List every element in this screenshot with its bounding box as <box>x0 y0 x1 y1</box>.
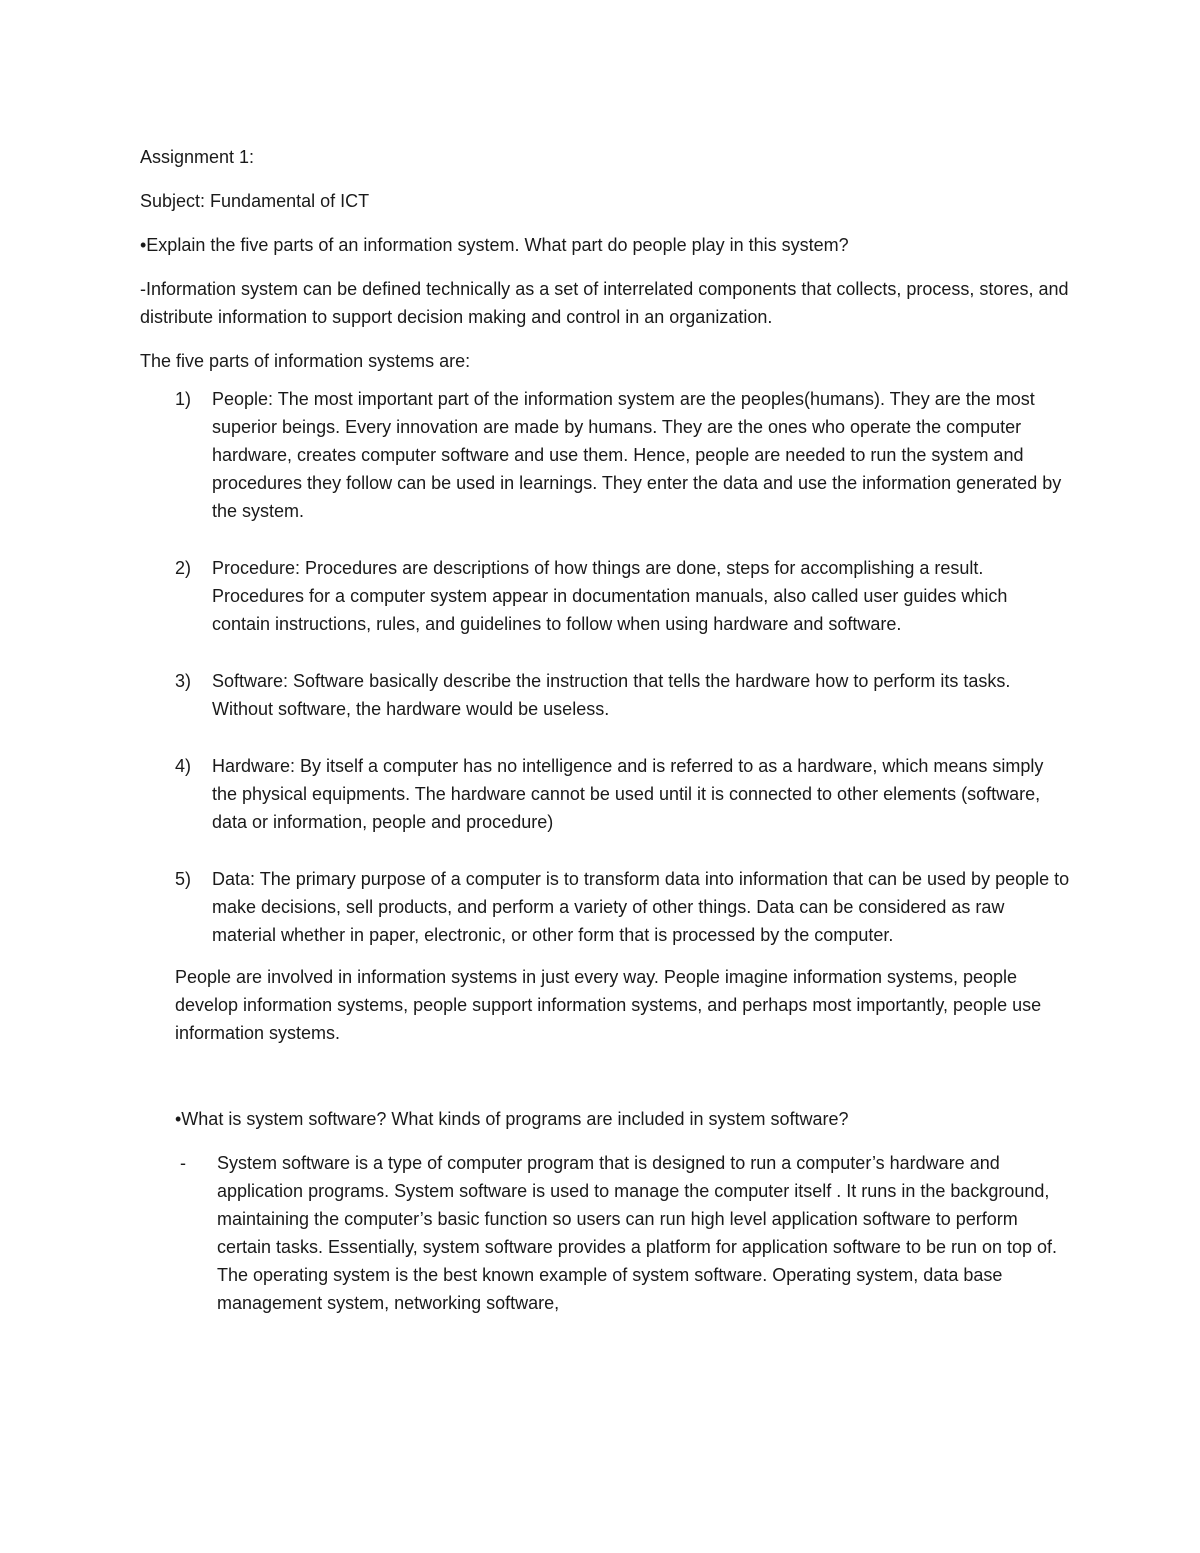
subject-line: Subject: Fundamental of ICT <box>140 191 370 211</box>
list-text: Software: Software basically describe the instruction that tells the hardware how to perform its tasks. Without software, the hardware would be useless. <box>212 671 1011 719</box>
dash-marker: - <box>180 1153 186 1173</box>
list-item <box>140 667 1070 723</box>
list-number: 1) <box>175 389 192 409</box>
list-item <box>140 752 1070 836</box>
answer-2 <box>140 1149 1070 1317</box>
list-text: Data: The primary purpose of a computer is to transform data into information that can be used by people to make decisions, sell products, and perform a variety of other things. Data can be considered as raw material whether in paper, electronic, or other form that is processed by the computer. <box>212 869 1070 945</box>
parts-intro: The five parts of information systems are: <box>140 351 471 371</box>
question-2: •What is system software? What kinds of programs are included in system software? <box>175 1109 849 1129</box>
people-summary-paragraph: People are involved in information systems in just every way. People imagine information systems, people develop information systems, people support information systems, and perhaps most importantly, people use information systems. <box>175 967 1042 1043</box>
list-number: 4) <box>175 756 192 776</box>
list-item <box>140 865 1070 949</box>
list-text: Procedure: Procedures are descriptions of how things are done, steps for accomplishing a result. Procedures for a computer system appear in documentation manuals, also called user guides which contain instructions, rules, and guidelines to follow when using hardware and software. <box>212 558 1008 634</box>
list-number: 5) <box>175 869 192 889</box>
list-number: 3) <box>175 671 192 691</box>
list-item <box>140 385 1070 525</box>
assignment-title: Assignment 1: <box>140 147 255 167</box>
definition-paragraph: -Information system can be defined technically as a set of interrelated components that collects, process, stores, and distribute information to support decision making and control in an organization. <box>140 279 1069 327</box>
list-text: Hardware: By itself a computer has no intelligence and is referred to as a hardware, which means simply the physical equipments. The hardware cannot be used until it is connected to other elements (software, data or information, people and procedure) <box>212 756 1044 832</box>
list-text: People: The most important part of the information system are the peoples(humans). They are the most superior beings. Every innovation are made by humans. They are the ones who operate the computer hardware, creates computer software and use them. Hence, people are needed to run the system and procedures they follow can be used in learnings. They enter the data and use the information generated by the system. <box>212 389 1062 521</box>
list-item <box>140 554 1070 638</box>
document-body <box>140 143 1070 1317</box>
list-number: 2) <box>175 558 192 578</box>
question-1: •Explain the five parts of an information system. What part do people play in this system? <box>140 235 849 255</box>
answer-2-text: System software is a type of computer program that is designed to run a computer’s hardware and application programs. System software is used to manage the computer itself . It runs in the background, maintaining the computer’s basic function so users can run high level application software to perform certain tasks. Essentially, system software provides a platform for application software to be run on top of. The operating system is the best known example of system software. Operating system, data base management system, networking software, <box>217 1153 1058 1313</box>
parts-list <box>140 385 1070 949</box>
